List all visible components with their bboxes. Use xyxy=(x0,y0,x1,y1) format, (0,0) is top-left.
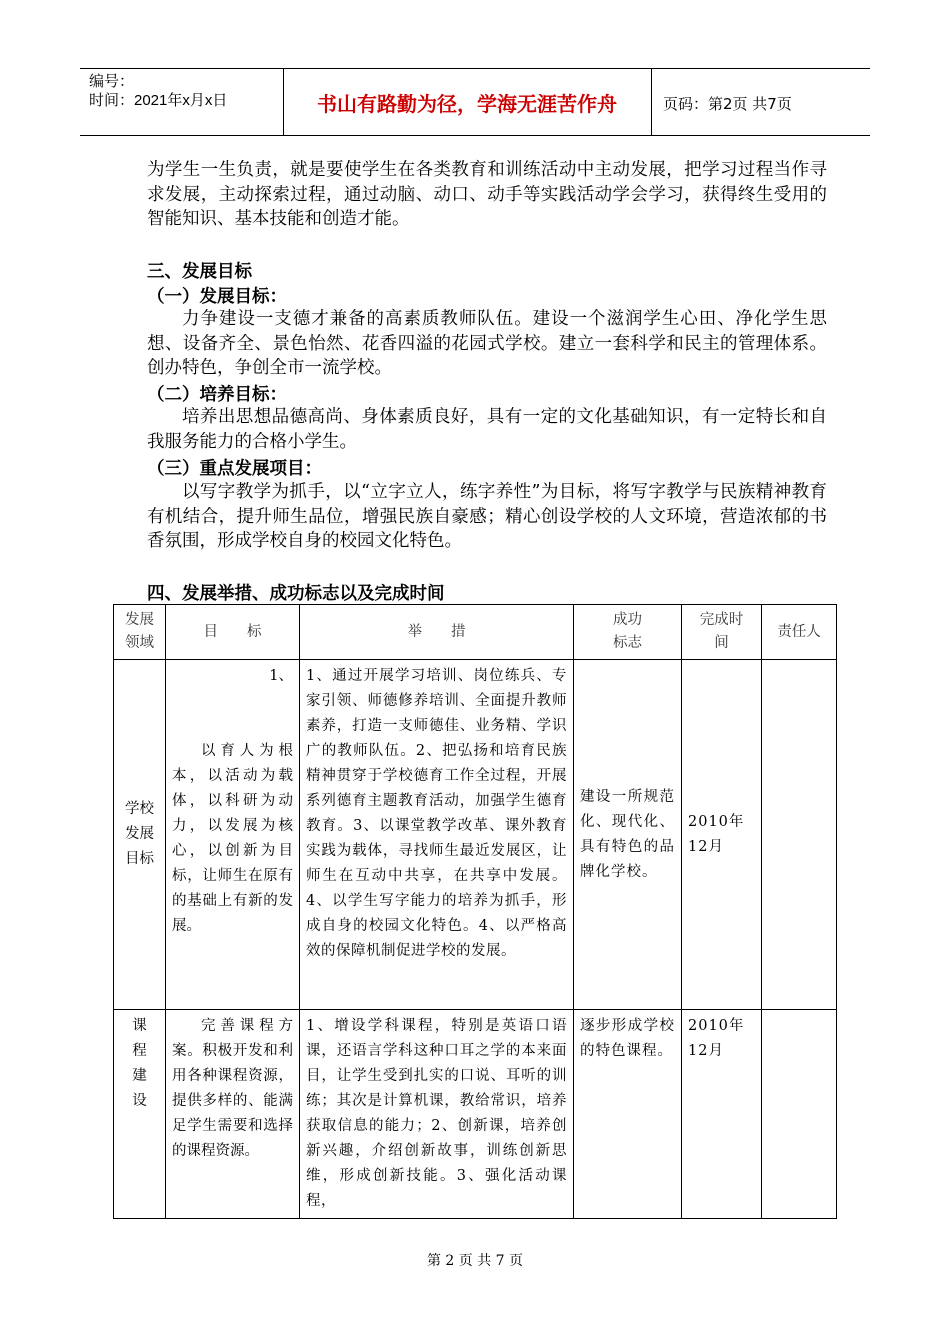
date-label: 时间：2021年x月x日 xyxy=(89,92,228,109)
col-measures: 举 措 xyxy=(300,605,574,660)
table-row xyxy=(114,660,837,1010)
section3-sub2-text: 培养出思想品德高尚、身体素质良好，具有一定的文化基础知识，有一定特长和自我服务能力的合格小学生。 xyxy=(147,407,827,452)
intro-paragraph: 为学生一生负责，就是要使学生在各类教育和训练活动中主动发展，把学习过程当作寻求发展，主动探索过程，通过动脑、动口、动手等实践活动学会学习，获得终生受用的智能知识、基本技能和创造才能。 xyxy=(147,160,827,229)
row-owner xyxy=(762,660,837,1010)
row-goal xyxy=(166,1010,300,1219)
goal-text: 完善课程方案。积极开发和利用各种课程资源，提供多样的、能满足学生需要和选择的课程资源。 xyxy=(172,1018,293,1159)
row-domain: 课 程 建 设 xyxy=(114,1010,166,1219)
page-footer: 第 2 页 共 7 页 xyxy=(426,1253,524,1269)
row-completion-time: 2010年12月 xyxy=(682,660,762,1010)
section3-sub3-text: 以写字教学为抓手，以“立字立人，练字养性”为目标，将写字教学与民族精神教育有机结合，提升师生品位，增强民族自豪感；精心创设学校的人文环境，营造浓郁的书香氛围，形成学校自身的校园文化特色。 xyxy=(147,482,827,551)
col-goal: 目 标 xyxy=(166,605,300,660)
row-completion-time: 2010年12月 xyxy=(682,1010,762,1219)
serial-label: 编号： xyxy=(89,73,135,90)
section4-title: 四、发展举措、成功标志以及完成时间 xyxy=(147,584,445,604)
section3-sub1-title: （一）发展目标： xyxy=(147,287,287,307)
col-owner: 责任人 xyxy=(762,605,837,660)
col-success-mark: 成功 标志 xyxy=(574,605,682,660)
row-success-mark: 逐步形成学校的特色课程。 xyxy=(574,1010,682,1219)
header-bottom-rule xyxy=(80,135,870,136)
plan-table xyxy=(113,604,837,1219)
row-measures: 1、通过开展学习培训、岗位练兵、专家引领、师德修养培训、全面提升教师素养，打造一支师德佳、业务精、学识广的教师队伍。2、把弘扬和培育民族精神贯穿于学校德育工作全过程，开展系列德育主题教育活动，加强学生德育教育。3、以课堂教学改革、课外教育实践为载体，寻找师生最近发展区，让师生在互动中共享，在共享中发展。4、以学生写字能力的培养为抓手，形成自身的校园文化特色。4、以严格高效的保障机制促进学校的发展。 xyxy=(300,660,574,1010)
row-measures: 1、增设学科课程，特别是英语口语课，还语言学科这种口耳之学的本来面目，让学生受到扎实的口说、耳听的训练；其次是计算机课，教给常识，培养获取信息的能力；2、创新课，培养创新兴趣，介绍创新故事，训练创新思维，形成创新技能。3、强化活动课程， xyxy=(300,1010,574,1219)
table-row xyxy=(114,1010,837,1219)
section3-sub1-text: 力争建设一支德才兼备的高素质教师队伍。建设一个滋润学生心田、净化学生思想、设备齐全、景色怡然、花香四溢的花园式学校。建立一套科学和民主的管理体系。创办特色，争创全市一流学校。 xyxy=(147,309,827,378)
header-page-number: 页码：第2页 共7页 xyxy=(663,95,792,113)
goal-text: 以育人为根本，以活动为载体，以科研为动力，以发展为核心，以创新为目标，让师生在原有的基础上有新的发展。 xyxy=(172,743,293,934)
col-completion-time: 完成时 间 xyxy=(682,605,762,660)
header-meta xyxy=(89,72,227,110)
row-domain: 学校 发展 目标 xyxy=(114,660,166,1010)
row-success-mark: 建设一所规范化、现代化、具有特色的品牌化学校。 xyxy=(574,660,682,1010)
section3-sub3-title: （三）重点发展项目： xyxy=(147,459,322,479)
col-domain: 发展 领域 xyxy=(114,605,166,660)
header-top-rule xyxy=(80,68,870,69)
row-owner xyxy=(762,1010,837,1219)
header-divider-right xyxy=(651,68,652,135)
section3-sub2-title: （二）培养目标： xyxy=(147,385,287,405)
goal-prefix: 1、 xyxy=(269,668,293,684)
row-goal xyxy=(166,660,300,1010)
header-motto: 书山有路勤为径，学海无涯苦作舟 xyxy=(317,92,617,116)
section3-title: 三、发展目标 xyxy=(147,262,252,282)
table-header-row xyxy=(114,605,837,660)
